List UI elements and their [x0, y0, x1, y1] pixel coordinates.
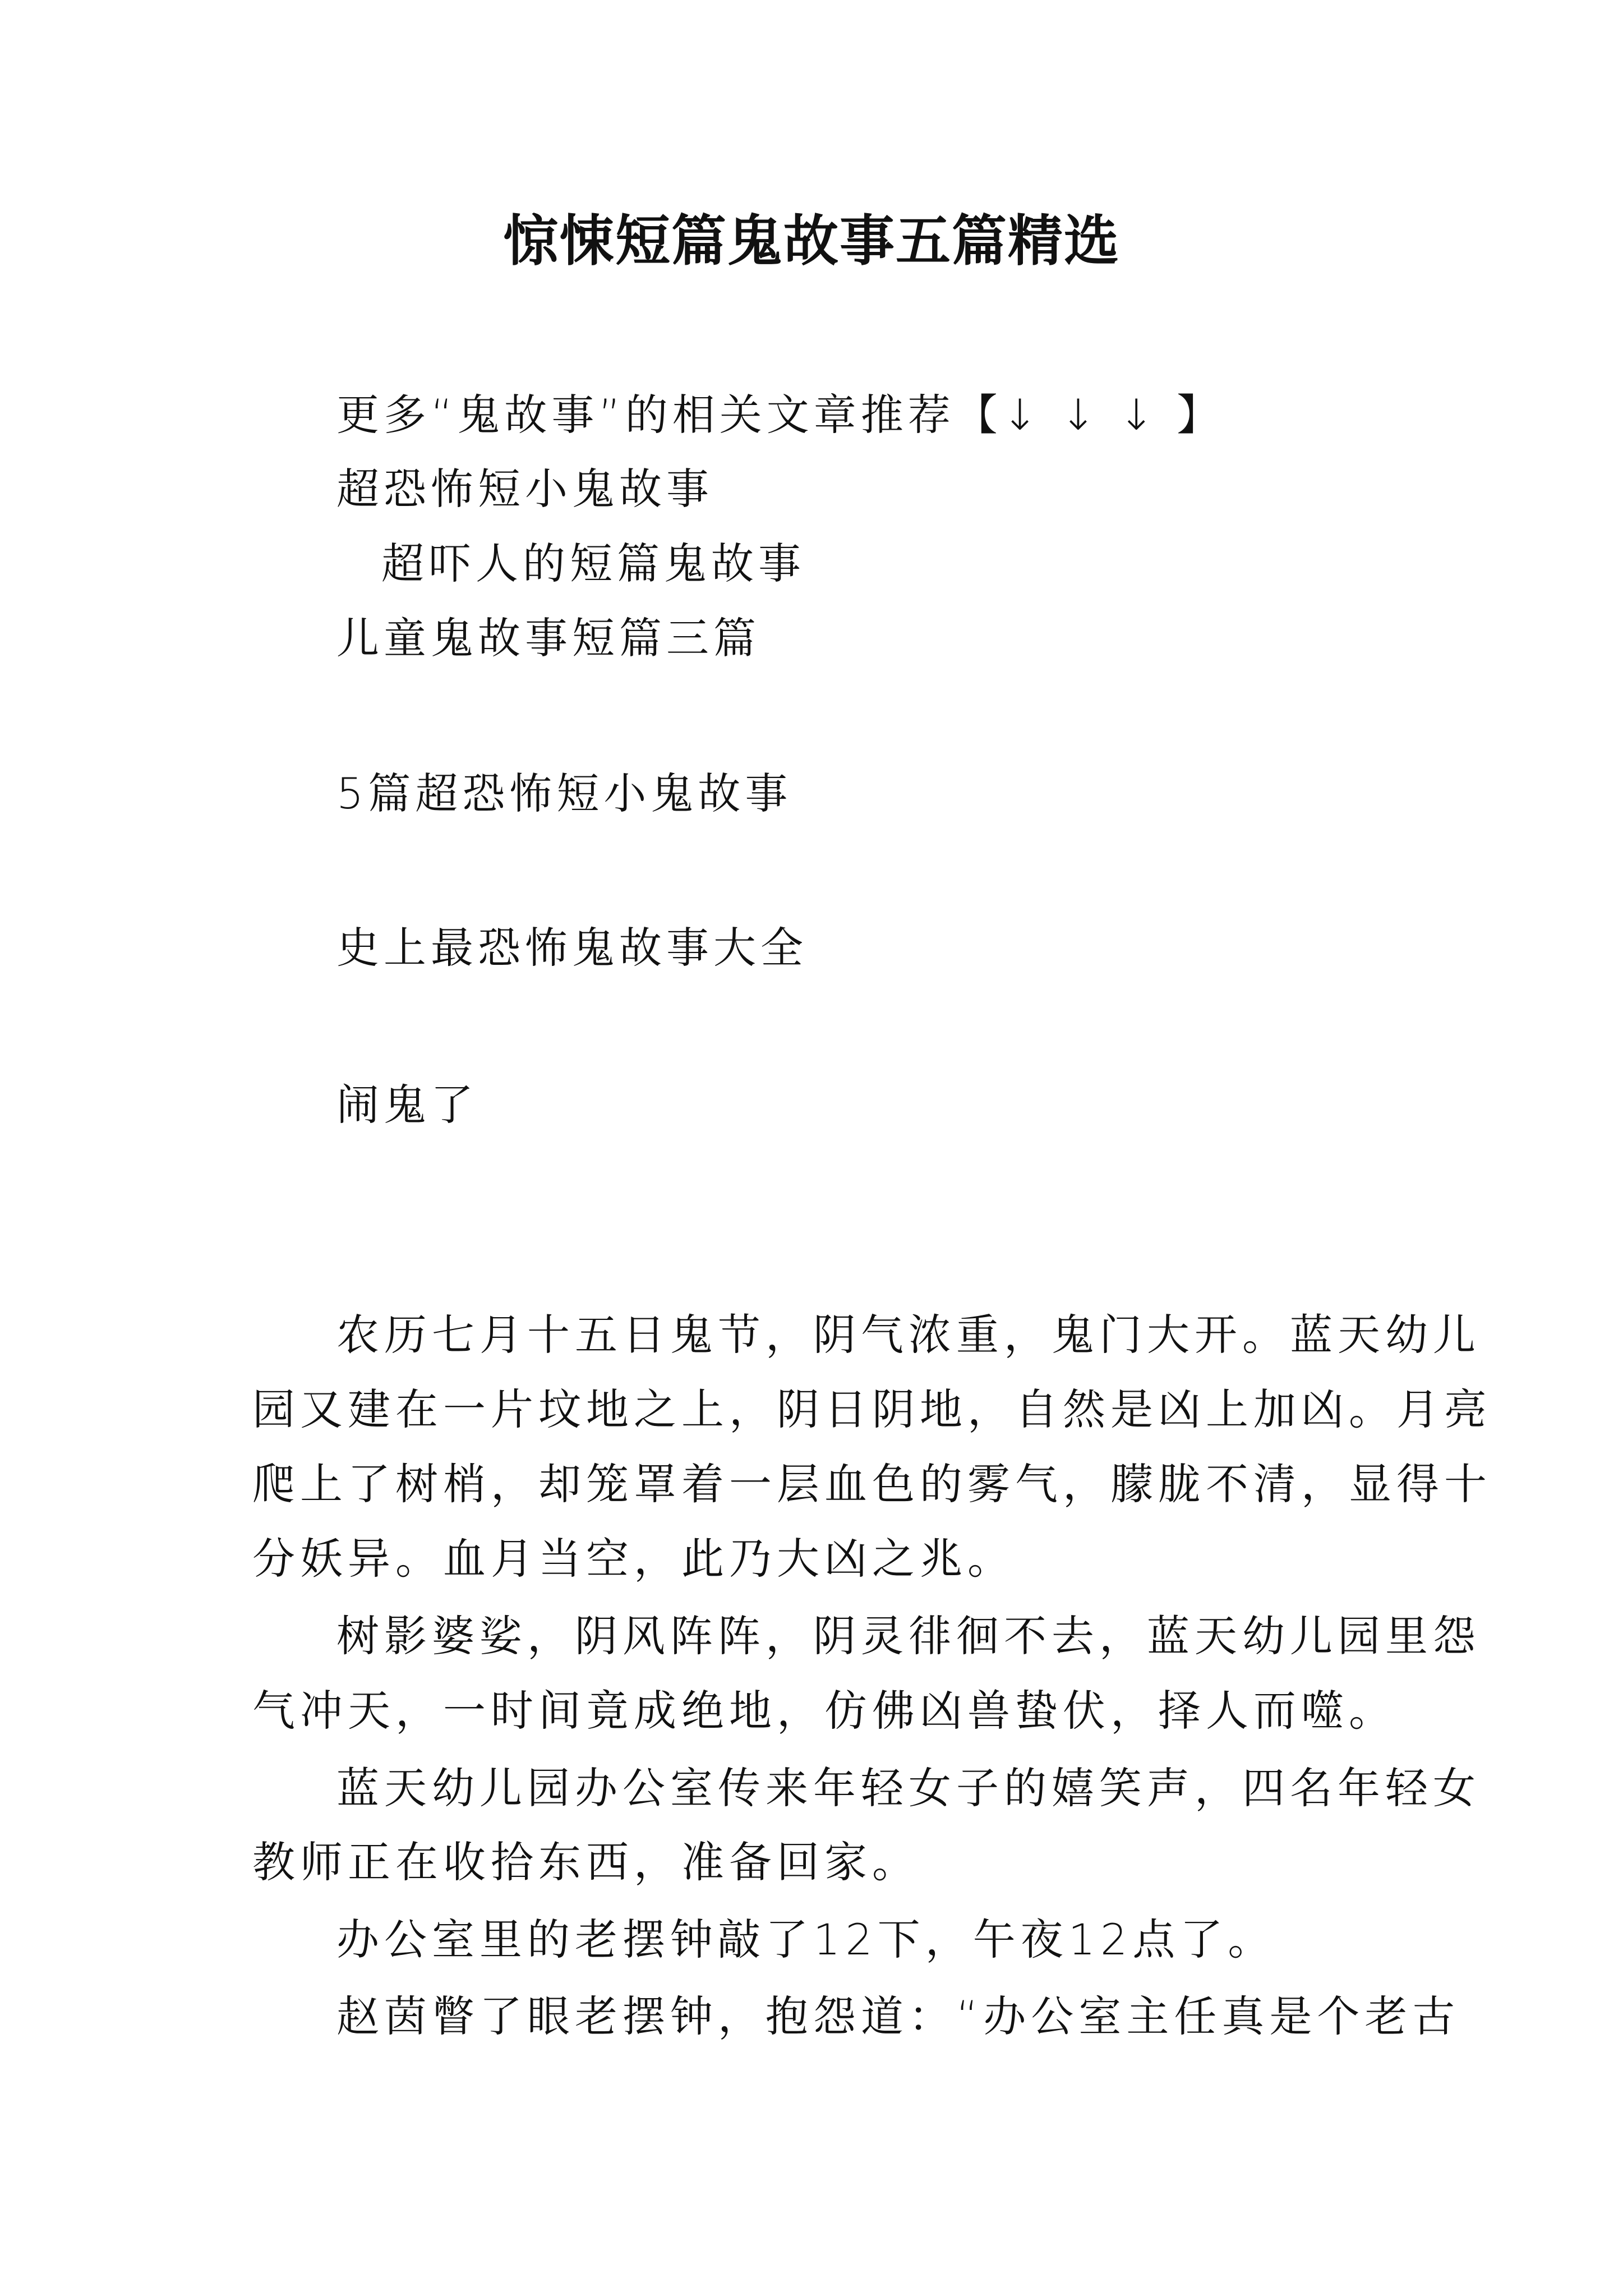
paragraph-line: 气冲天，一时间竟成绝地，仿佛凶兽蛰伏，择人而噬。 [252, 1686, 1396, 1736]
paragraph-line: 园又建在一片坟地之上，阴日阴地，自然是凶上加凶。月亮 [252, 1384, 1492, 1434]
document-title: 惊悚短篇鬼故事五篇精选 [502, 209, 1120, 273]
paragraph-line: 分妖异。血月当空，此乃大凶之兆。 [252, 1534, 1015, 1584]
recommend-link[interactable]: 超吓人的短篇鬼故事 [381, 539, 805, 588]
recommend-link[interactable]: 超恐怖短小鬼故事 [336, 464, 713, 514]
recommend-link[interactable]: 史上最恐怖鬼故事大全 [336, 923, 808, 973]
paragraph-line: 蓝天幼儿园办公室传来年轻女子的嬉笑声，四名年轻女 [336, 1763, 1481, 1813]
paragraph-line: 赵茵瞥了眼老摆钟，抱怨道：“办公室主任真是个老古 [336, 1991, 1460, 2041]
story-title: 闹鬼了 [336, 1080, 478, 1130]
paragraph-line: 树影婆娑，阴风阵阵，阴灵徘徊不去，蓝天幼儿园里怨 [336, 1611, 1481, 1661]
paragraph-line: 办公室里的老摆钟敲了12下，午夜12点了。 [336, 1915, 1276, 1964]
paragraph-line: 教师正在收拾东西，准备回家。 [252, 1837, 920, 1887]
recommend-header: 更多“鬼故事”的相关文章推荐【↓ ↓ ↓ 】 [336, 390, 1224, 440]
recommend-link[interactable]: 5篇超恐怖短小鬼故事 [336, 769, 792, 818]
recommend-link[interactable]: 儿童鬼故事短篇三篇 [336, 613, 760, 663]
paragraph-line: 农历七月十五日鬼节，阴气浓重，鬼门大开。蓝天幼儿 [336, 1310, 1481, 1360]
paragraph-line: 爬上了树梢，却笼罩着一层血色的雾气，朦胧不清，显得十 [252, 1459, 1492, 1509]
